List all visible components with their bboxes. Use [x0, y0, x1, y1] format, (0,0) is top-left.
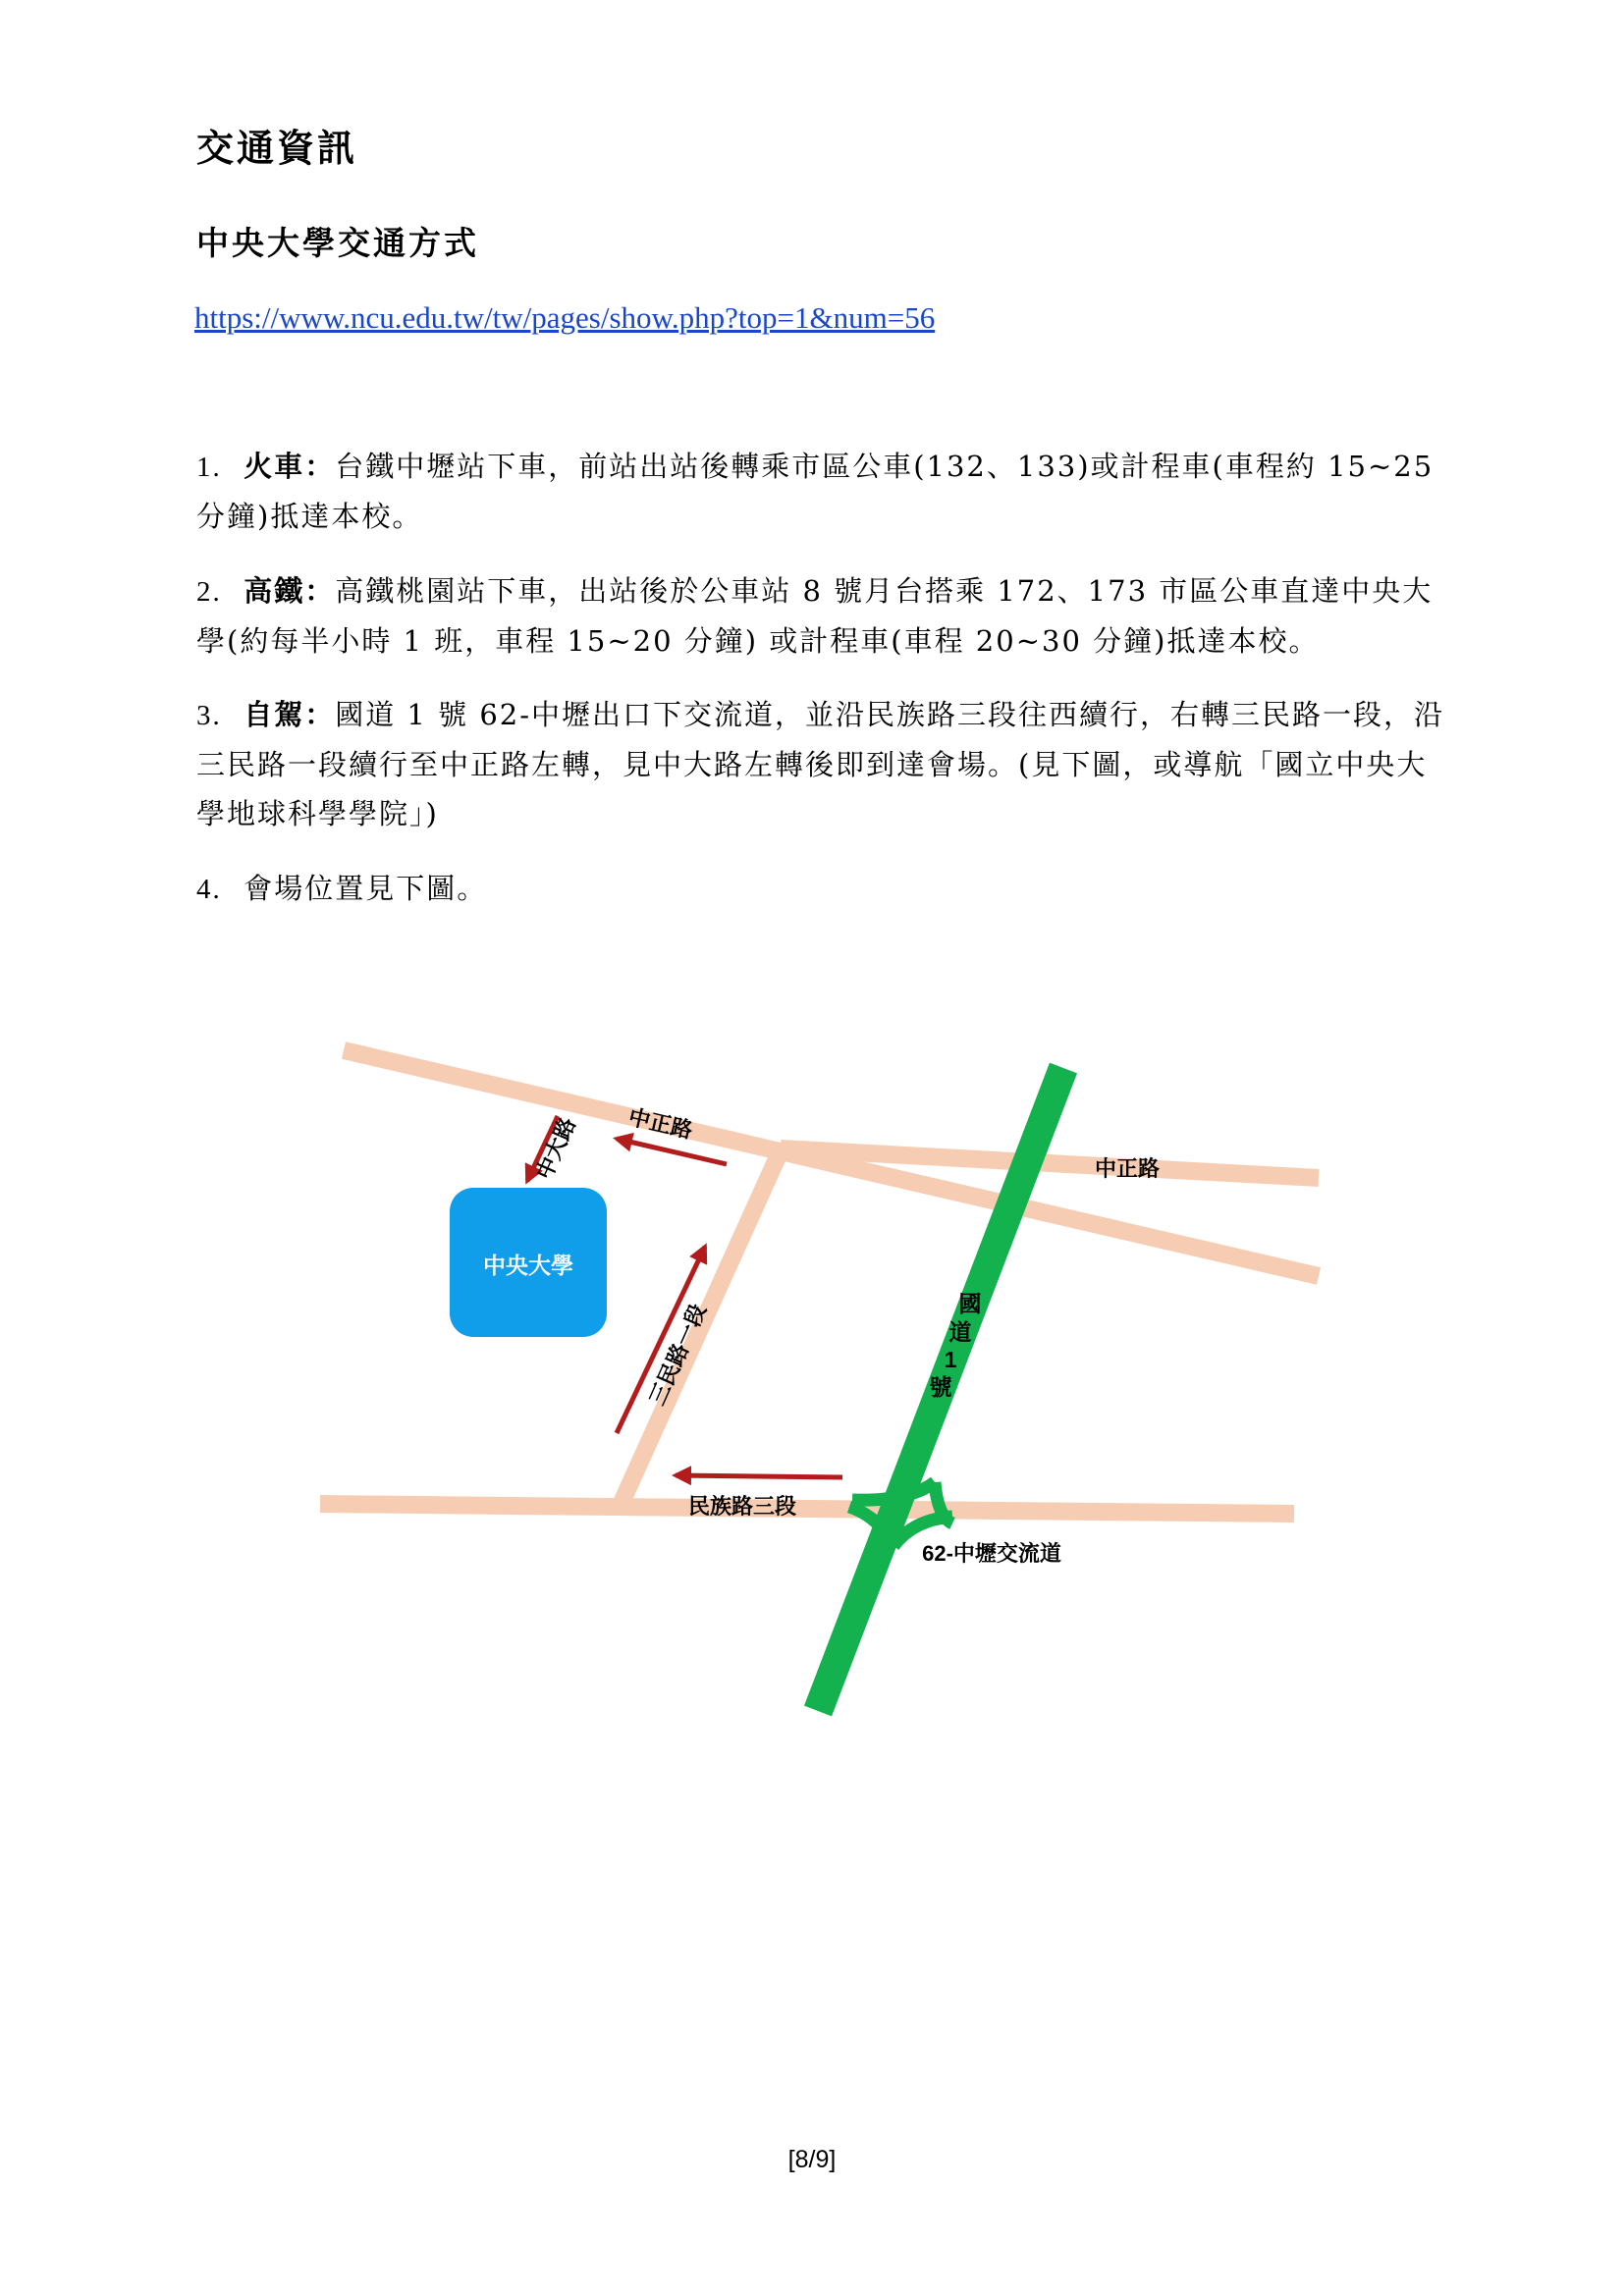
road-zhongda-label: 中大路	[531, 1113, 580, 1184]
road-zhongzheng-label: 中正路	[625, 1104, 695, 1144]
road-minzu	[320, 1504, 1294, 1514]
item-number: 1.	[196, 452, 222, 483]
road-sanmin-label: 三民路一段	[644, 1300, 711, 1410]
list-item-train: 1. 火車：台鐵中壢站下車，前站出站後轉乘市區公車(132、133)或計程車(車程約 15~25 分鐘)抵達本校。	[196, 450, 1435, 533]
campus-label: 中央大學	[483, 1253, 573, 1278]
item-text: 國道 1 號 62-中壢出口下交流道，並沿民族路三段往西續行，右轉三民路一段，沿三民路一段續行至中正路左轉，見中大路左轉後即到達會場。(見下圖，或導航「國立中央大學地球科學學院」)	[196, 698, 1445, 830]
item-number: 2.	[196, 576, 222, 608]
item-text: 台鐵中壢站下車，前站出站後轉乘市區公車(132、133)或計程車(車程約 15~25 分鐘)抵達本校。	[196, 450, 1435, 533]
road-minzu-label: 民族路三段	[687, 1494, 797, 1519]
ncu-transport-link[interactable]: https://www.ncu.edu.tw/tw/pages/show.php?top=1&num=56	[194, 300, 936, 335]
section-title: 中央大學交通方式	[196, 224, 479, 262]
svg-text:1: 1	[944, 1347, 957, 1372]
svg-text:號: 號	[929, 1374, 952, 1400]
item-text: 高鐵桃園站下車，出站後於公車站 8 號月台搭乘 172、173 市區公車直達中央大學(約每半小時 1 班，車程 15~20 分鐘) 或計程車(車程 20~30 分鐘)抵達本校。	[196, 574, 1434, 658]
page-title: 交通資訊	[196, 126, 358, 170]
item-number: 3.	[196, 700, 222, 731]
page-number: [8/9]	[787, 2146, 837, 2173]
svg-text:國: 國	[958, 1291, 982, 1316]
item-label: 高鐵	[244, 574, 305, 608]
interchange-label: 62-中壢交流道	[922, 1541, 1061, 1566]
item-label: 火車	[244, 450, 305, 483]
item-label: 自駕	[244, 698, 305, 731]
item-text: 會場位置見下圖。	[244, 872, 488, 905]
svg-text:道: 道	[948, 1319, 972, 1345]
road-zhongzheng-east-label: 中正路	[1094, 1156, 1161, 1181]
list-item-drive: 3. 自駕：國道 1 號 62-中壢出口下交流道，並沿民族路三段往西續行，右轉三民路一段，沿三民路一段續行至中正路左轉，見中大路左轉後即到達會場。(見下圖，或導航「國立中央大學地球科學學院」)	[196, 698, 1445, 830]
list-item-hsr: 2. 高鐵：高鐵桃園站下車，出站後於公車站 8 號月台搭乘 172、173 市區公車直達中央大學(約每半小時 1 班，車程 15~20 分鐘) 或計程車(車程 20~30 分鐘)抵達本校。	[196, 574, 1434, 658]
arrow-minzu	[676, 1475, 842, 1477]
item-number: 4.	[196, 874, 222, 905]
